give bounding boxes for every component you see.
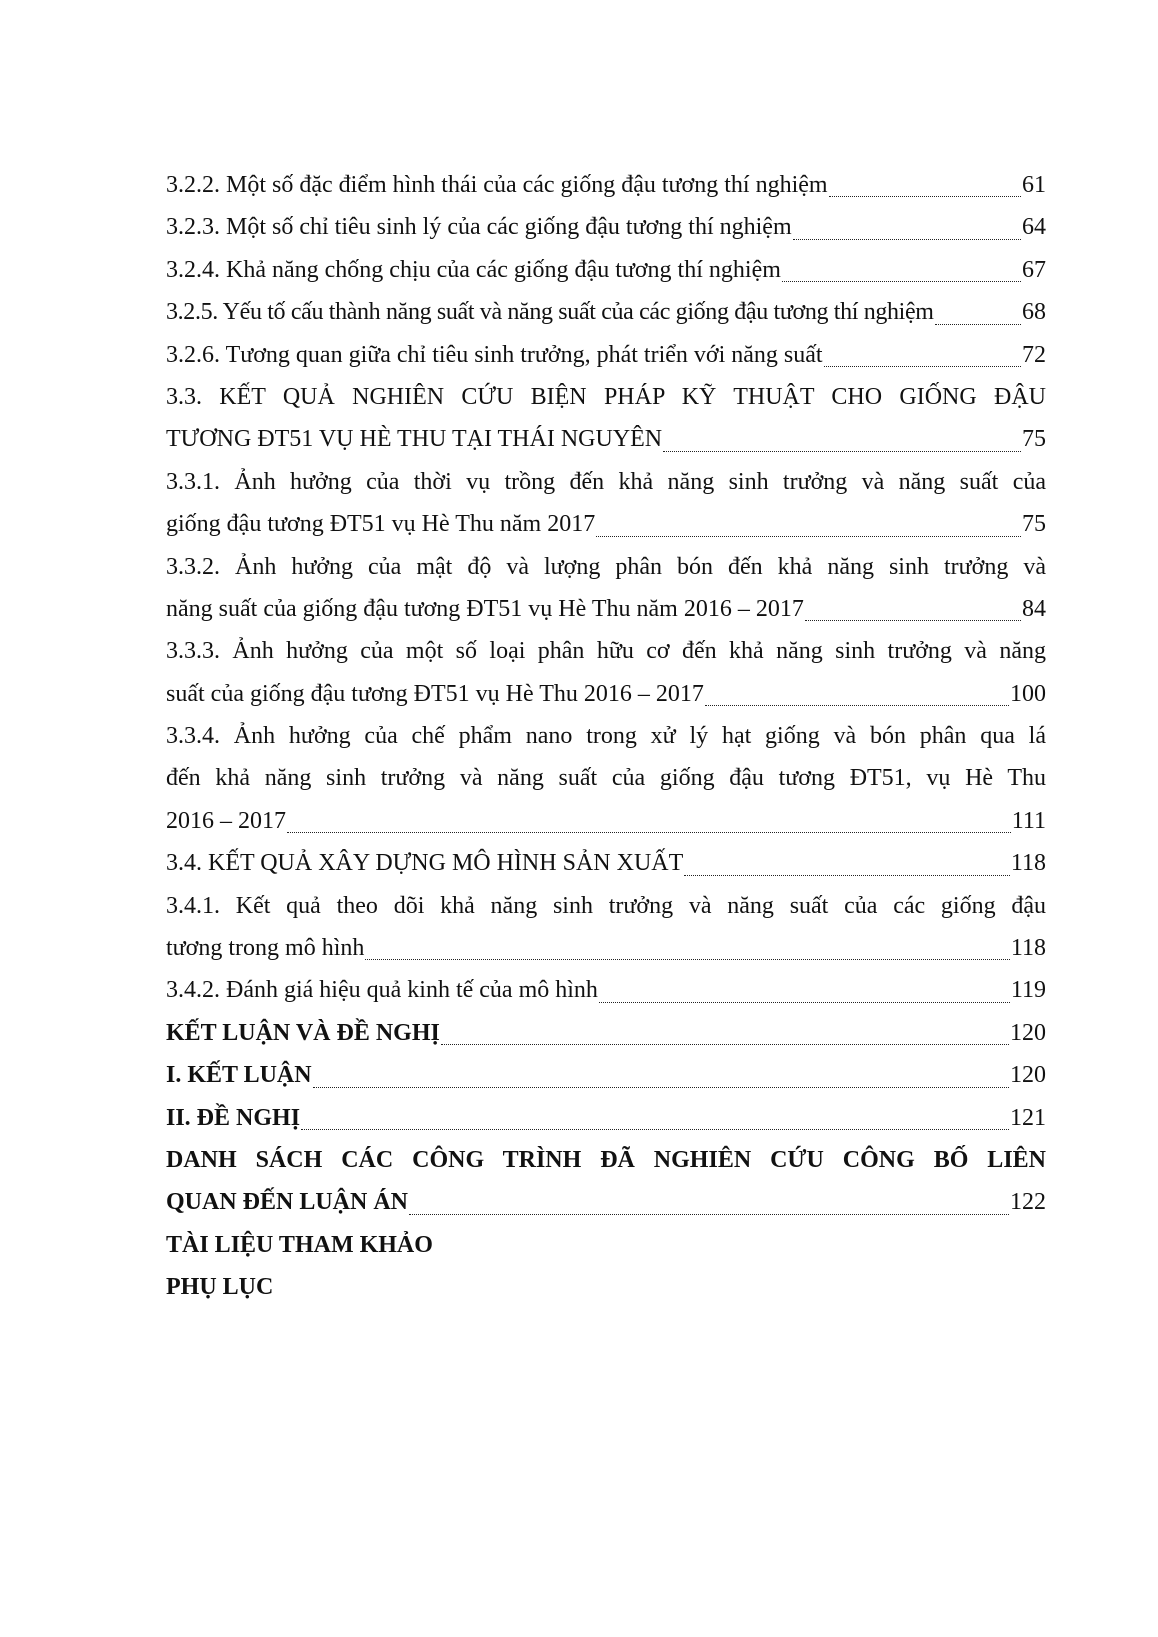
- toc-entry-3-3-2-line1[interactable]: 3.3.2. Ảnh hưởng của mật độ và lượng phân bón đến khả năng sinh trưởng và: [166, 553, 1046, 580]
- toc-entry-ket-luan[interactable]: [166, 1054, 1046, 1096]
- toc-page-number: 67: [1022, 256, 1046, 283]
- toc-page-number: 68: [1022, 299, 1046, 326]
- toc-entry-title: giống đậu tương ĐT51 vụ Hè Thu năm 2017: [166, 511, 596, 538]
- toc-entry-title: II. ĐỀ NGHỊ: [166, 1104, 301, 1131]
- toc-entry-3-4-1-line1[interactable]: 3.4.1. Kết quả theo dõi khả năng sinh trưởng và năng suất của các giống đậu: [166, 892, 1046, 919]
- toc-entry-3-4-2[interactable]: [166, 969, 1046, 1011]
- toc-entry-title: 3.2.6. Tương quan giữa chỉ tiêu sinh trưởng, phát triển với năng suất: [166, 341, 823, 368]
- dot-leader: [935, 323, 1021, 325]
- dot-leader: [663, 450, 1021, 452]
- toc-entry-3-4[interactable]: [166, 842, 1046, 884]
- toc-page-number: 100: [1010, 680, 1046, 707]
- dot-leader: [829, 195, 1021, 197]
- toc-entry-title: QUAN ĐẾN LUẬN ÁN: [166, 1189, 409, 1216]
- dot-leader: [705, 704, 1009, 706]
- toc-entry-title: TƯƠNG ĐT51 VỤ HÈ THU TẠI THÁI NGUYÊN: [166, 426, 663, 453]
- toc-entry-danh-sach[interactable]: [166, 1181, 1046, 1223]
- toc-entry-3-3-4-line2[interactable]: đến khả năng sinh trưởng và năng suất của giống đậu tương ĐT51, vụ Hè Thu: [166, 765, 1046, 792]
- toc-entry-3-4-1[interactable]: [166, 927, 1046, 969]
- dot-leader: [596, 535, 1021, 537]
- toc-entry-3-3-2[interactable]: [166, 588, 1046, 630]
- toc-entry-3-3-line1[interactable]: 3.3. KẾT QUẢ NGHIÊN CỨU BIỆN PHÁP KỸ THUẬT CHO GIỐNG ĐẬU: [166, 383, 1046, 410]
- toc-page-number: 72: [1022, 341, 1046, 368]
- toc-entry-title: suất của giống đậu tương ĐT51 vụ Hè Thu 2016 – 2017: [166, 680, 704, 707]
- toc-page-number: 121: [1010, 1104, 1046, 1131]
- toc-entry-tai-lieu-tham-khao[interactable]: TÀI LIỆU THAM KHẢO: [166, 1231, 433, 1258]
- toc-page-number: 119: [1010, 977, 1046, 1004]
- toc-entry-title: I. KẾT LUẬN: [166, 1062, 312, 1089]
- toc-entry-title: 3.2.4. Khả năng chống chịu của các giống đậu tương thí nghiệm: [166, 256, 781, 283]
- toc-entry-3-3-4-line1[interactable]: 3.3.4. Ảnh hưởng của chế phẩm nano trong xử lý hạt giống và bón phân qua lá: [166, 723, 1046, 750]
- toc-page-number: 120: [1010, 1019, 1046, 1046]
- dot-leader: [365, 958, 1010, 960]
- toc-page-number: 75: [1022, 426, 1046, 453]
- toc-page-number: 118: [1010, 850, 1046, 877]
- toc-page-number: 120: [1010, 1062, 1046, 1089]
- dot-leader: [313, 1086, 1009, 1088]
- toc-page-number: 122: [1010, 1189, 1046, 1216]
- toc-entry-title: 2016 – 2017: [166, 807, 286, 834]
- toc-entry-3-3-1-line1[interactable]: 3.3.1. Ảnh hưởng của thời vụ trồng đến khả năng sinh trưởng và năng suất của: [166, 468, 1046, 495]
- toc-entry-3-3-4[interactable]: [166, 800, 1046, 842]
- toc-entry-title: tương trong mô hình: [166, 935, 365, 962]
- toc-entry-danh-sach-line1[interactable]: DANH SÁCH CÁC CÔNG TRÌNH ĐÃ NGHIÊN CỨU CÔNG BỐ LIÊN: [166, 1146, 1046, 1173]
- toc-entry-de-nghi[interactable]: [166, 1097, 1046, 1139]
- toc-page-number: 61: [1022, 172, 1046, 198]
- toc-entry-3-2-6[interactable]: [166, 334, 1046, 376]
- dot-leader: [301, 1128, 1009, 1130]
- toc-entry-ket-luan-va-de-nghi[interactable]: [166, 1012, 1046, 1054]
- toc-page-number: 75: [1022, 511, 1046, 538]
- toc-entry-phu-luc[interactable]: PHỤ LỤC: [166, 1274, 274, 1301]
- toc-entry-title: năng suất của giống đậu tương ĐT51 vụ Hè Thu năm 2016 – 2017: [166, 595, 804, 622]
- dot-leader: [793, 238, 1021, 240]
- dot-leader: [824, 365, 1021, 367]
- toc-entry-title: KẾT LUẬN VÀ ĐỀ NGHỊ: [166, 1019, 440, 1046]
- dot-leader: [409, 1213, 1009, 1215]
- dot-leader: [287, 831, 1011, 833]
- toc-entry-title: 3.4. KẾT QUẢ XÂY DỰNG MÔ HÌNH SẢN XUẤT: [166, 850, 684, 877]
- dot-leader: [684, 874, 1010, 876]
- toc-entry-title: 3.2.2. Một số đặc điểm hình thái của các giống đậu tương thí nghiệm: [166, 172, 828, 198]
- toc-entry-3-3-3-line1[interactable]: 3.3.3. Ảnh hưởng của một số loại phân hữu cơ đến khả năng sinh trưởng và năng: [166, 638, 1046, 665]
- toc-entry-title: 3.2.5. Yếu tố cấu thành năng suất và năng suất của các giống đậu tương thí nghiệm: [166, 299, 934, 326]
- dot-leader: [599, 1001, 1010, 1003]
- toc-entry-title: 3.4.2. Đánh giá hiệu quả kinh tế của mô hình: [166, 977, 598, 1004]
- toc-entry-title: 3.2.3. Một số chỉ tiêu sinh lý của các giống đậu tương thí nghiệm: [166, 214, 792, 241]
- dot-leader: [441, 1043, 1009, 1045]
- toc-entry-3-2-2[interactable]: [166, 164, 1046, 206]
- toc-page-number: 84: [1022, 595, 1046, 622]
- dot-leader: [782, 280, 1021, 282]
- toc-page-number: 64: [1022, 214, 1046, 241]
- table-of-contents: [166, 164, 1046, 1309]
- toc-entry-3-3[interactable]: [166, 418, 1046, 460]
- toc-page-number: 118: [1010, 935, 1046, 962]
- toc-entry-3-3-1[interactable]: [166, 503, 1046, 545]
- toc-entry-3-2-3[interactable]: [166, 206, 1046, 248]
- toc-entry-3-2-5[interactable]: [166, 291, 1046, 333]
- dot-leader: [805, 619, 1021, 621]
- toc-entry-3-3-3[interactable]: [166, 673, 1046, 715]
- toc-page-number: 111: [1011, 807, 1046, 834]
- toc-entry-3-2-4[interactable]: [166, 249, 1046, 291]
